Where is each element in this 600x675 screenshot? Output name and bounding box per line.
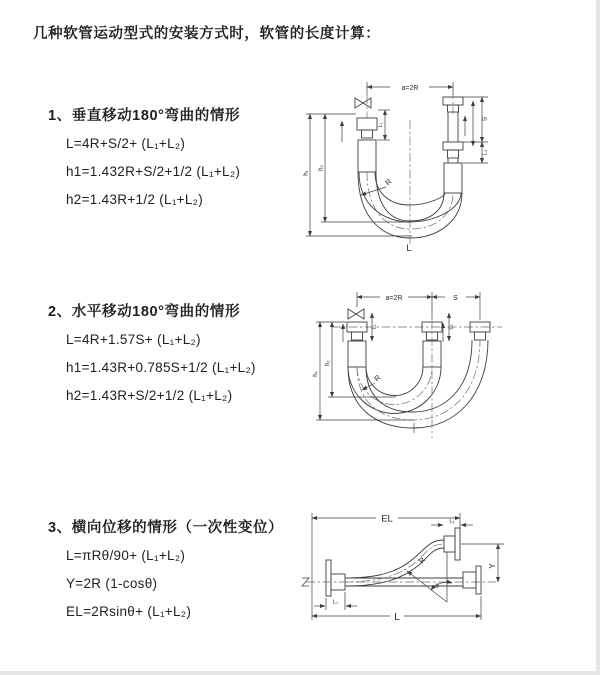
- radius-label: R: [416, 555, 428, 566]
- left-leg-fitting: [357, 118, 377, 172]
- left-flange: [326, 560, 345, 596]
- formula-line: h2=1.43R+1/2 (L₁+L₂): [66, 192, 204, 207]
- dim-l1: [314, 592, 357, 610]
- dim-label-l2: L₂: [482, 149, 489, 156]
- right-flange: [463, 566, 481, 594]
- formula-line: h1=1.432R+S/2+1/2 (L₁+L₂): [66, 164, 241, 179]
- section-3-heading: 3、横向位移的情形（一次性变位）: [48, 520, 284, 536]
- dim-label-a2r: a=2R: [401, 85, 419, 92]
- section-3-formulas: [66, 542, 191, 626]
- dim-l1: [377, 110, 390, 140]
- dim-l2: [482, 142, 489, 163]
- radius-callout: [407, 555, 447, 602]
- dim-label-h2: h₂: [318, 165, 325, 171]
- radius-label: R: [372, 372, 383, 384]
- dim-label-a2r: a=2R: [385, 295, 403, 302]
- dim-h1: [313, 322, 414, 420]
- dim-l2: [449, 313, 455, 341]
- dim-l2: [431, 519, 473, 525]
- angle-theta: [431, 552, 452, 602]
- dim-h2: [325, 322, 396, 397]
- formula-line: h2=1.43R+S/2+1/2 (L₁+L₂): [66, 388, 233, 403]
- section-1-formulas: [66, 130, 240, 214]
- formula-line: L=4R+1.57S+ (L₁+L₂): [66, 332, 201, 347]
- dim-y: [461, 544, 504, 582]
- right-leg-fitting: [470, 322, 490, 340]
- dim-label-s: S: [453, 295, 458, 302]
- s-curve-hose: [345, 540, 444, 586]
- dim-label-l2: L₂: [449, 519, 455, 525]
- dim-label-h1: h₁: [303, 170, 310, 176]
- dim-s: [432, 295, 480, 302]
- diagram-vertical-180-bend: [298, 68, 598, 268]
- dim-label-l2: L₂: [448, 324, 455, 330]
- section-2-heading: 2、水平移动180°弯曲的情形: [48, 304, 241, 320]
- right-leg-fitting: [443, 90, 463, 193]
- diagram-lateral-displacement: [298, 498, 598, 643]
- section-2-formulas: [66, 326, 256, 410]
- dim-label-y: Y: [488, 563, 497, 569]
- radius-callout: [362, 373, 383, 390]
- formula-line: h1=1.43R+0.785S+1/2 (L₁+L₂): [66, 360, 256, 375]
- dim-l1: [372, 313, 378, 341]
- hose-curves: [348, 340, 488, 428]
- dim-label-el: EL: [381, 513, 393, 525]
- formula-line: Y=2R (1-cosθ): [66, 576, 158, 591]
- dim-label-l1: L₁: [378, 122, 384, 128]
- dim-label-l: L: [394, 612, 400, 623]
- valve-icon: [348, 309, 364, 319]
- dim-a-2r: [367, 82, 453, 95]
- length-label: L: [406, 243, 412, 254]
- valve-icon: [355, 98, 371, 108]
- page-title: 几种软管运动型式的安装方式时，软管的长度计算：: [33, 26, 381, 42]
- theta-label: θ: [435, 583, 439, 590]
- dim-label-h1: h₁: [313, 371, 319, 377]
- dim-label-l1: L₁: [333, 599, 338, 606]
- formula-line: L=πRθ/90+ (L₁+L₂): [66, 548, 186, 563]
- formula-line: L=4R+S/2+ (L₁+L₂): [66, 136, 186, 151]
- dim-label-l1: L₁: [371, 324, 378, 330]
- left-leg-fitting: [347, 322, 367, 367]
- dim-label-h2: h₂: [325, 360, 331, 366]
- dim-a-2r: [357, 295, 432, 302]
- section-1-heading: 1、垂直移动180°弯曲的情形: [48, 108, 241, 124]
- upper-flange: [444, 528, 460, 560]
- dim-label-s: S: [481, 116, 489, 122]
- formula-line: EL=2Rsinθ+ (L₁+L₂): [66, 604, 192, 619]
- diagram-horizontal-180-bend: [298, 278, 598, 478]
- radius-label: R: [383, 176, 394, 188]
